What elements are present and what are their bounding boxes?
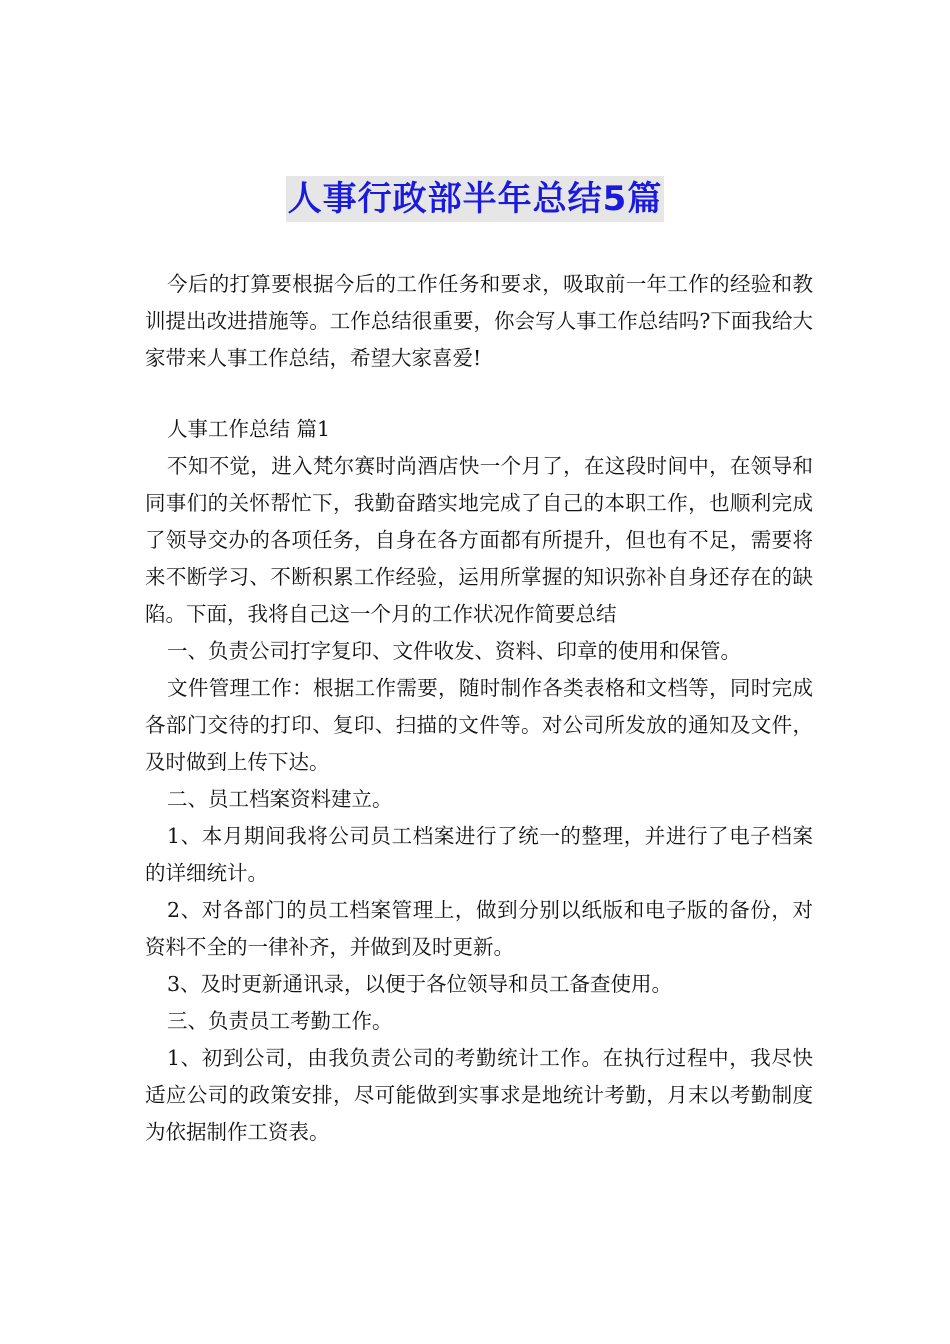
body-paragraph: 二、员工档案资料建立。 <box>167 787 393 811</box>
body-paragraph: 3、及时更新通讯录，以便于各位领导和员工备查使用。 <box>167 972 673 996</box>
section-heading: 人事工作总结 篇1 <box>167 417 331 441</box>
document-title: 人事行政部半年总结5篇 <box>286 176 665 222</box>
body-paragraph: 不知不觉，进入梵尔赛时尚酒店快一个月了，在这段时间中，在领导和同事们的关怀帮忙下，我勤奋踏实地完成了自己的本职工作，也顺利完成了领导交办的各项任务，自身在各方面都有所提升，但也有不足，需要将来不断学习、不断积累工作经验，运用所掌握的知识弥补自身还存在的缺陷。下面，我将自己这一个月的工作状况作简要总结 <box>145 454 813 626</box>
intro-paragraph: 今后的打算要根据今后的工作任务和要求，吸取前一年工作的经验和教训提出改进措施等。工作总结很重要，你会写人事工作总结吗?下面我给大家带来人事工作总结，希望大家喜爱! <box>145 272 813 370</box>
title-container <box>0 176 950 222</box>
body-paragraph: 1、初到公司，由我负责公司的考勤统计工作。在执行过程中，我尽快适应公司的政策安排，尽可能做到实事求是地统计考勤，月末以考勤制度为依据制作工资表。 <box>145 1046 813 1144</box>
body-paragraph: 2、对各部门的员工档案管理上，做到分别以纸版和电子版的备份，对资料不全的一律补齐，并做到及时更新。 <box>145 898 813 959</box>
body-paragraph: 文件管理工作：根据工作需要，随时制作各类表格和文档等，同时完成各部门交待的打印、复印、扫描的文件等。对公司所发放的通知及文件，及时做到上传下达。 <box>145 676 813 774</box>
body-paragraph: 三、负责员工考勤工作。 <box>167 1009 393 1033</box>
body-paragraph: 1、本月期间我将公司员工档案进行了统一的整理，并进行了电子档案的详细统计。 <box>145 824 813 885</box>
body-paragraph: 一、负责公司打字复印、文件收发、资料、印章的使用和保管。 <box>167 639 741 663</box>
document-body <box>145 266 813 1151</box>
